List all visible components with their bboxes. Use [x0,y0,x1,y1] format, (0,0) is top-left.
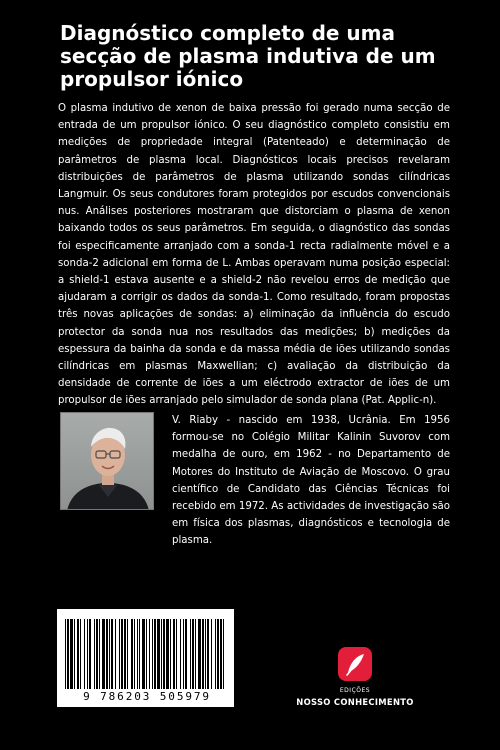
author-photo [60,412,154,510]
publisher-logo [338,647,372,681]
isbn-digits: 9 786203 505979 [83,690,211,703]
publisher-label-small: EDIÇÕES [339,687,371,694]
book-abstract: O plasma indutivo de xenon de baixa pressão foi gerado numa secção de entrada de um propulsor iónico. O seu diagnóstico completo consistiu em medições de propriedade integral (Patenteado) e determinação de parâmetros de plasma local. Diagnósticos locais precisos revelaram distribuições de parâmetros de plasma utilizando sondas cilíndricas Langmuir. Os seus condutores foram protegidos por escudos convencionais nus. Análises posteriores mostraram que distorciam o plasma de xenon baixando todos os seus parâmetros. Em seguida, o diagnóstico das sondas foi especificamente arranjado com a sonda-1 recta radialmente móvel e a sonda-2 adicional em forma de L. Ambas operavam numa posição especial: a shield-1 estava ausente e a shield-2 não revelou erros de medição que ajudaram a corrigir os dados da sonda-1. Como resultado, foram propostas três novas aplicações de sondas: a) eliminação da influência do escudo protector da sonda nua nos resultados das medições; b) medições da espessura da bainha da sonda e da massa média de iões utilizando sondas cilíndricas em plasmas Maxwellian; c) avaliação da distribuição da densidade de corrente de iões a um eléctrodo extractor de iões de um propulsor de iões arranjado pelo simulador de sonda plana (Pat. Applic-n). [58,103,450,407]
book-title: Diagnóstico completo de uma secção de plasma indutiva de um propulsor iónico [60,21,436,91]
quill-icon [338,647,372,681]
publisher-name: NOSSO CONHECIMENTO [296,697,414,707]
barcode-bars [65,619,226,689]
author-biography: V. Riaby - nascido em 1938, Ucrânia. Em 1956 formou-se no Colégio Militar Kalinin Suvorov com medalha de ouro, em 1962 - no Departamento de Motores do Instituto de Aviação de Moscovo. O grau científico de Candidato das Ciências Técnicas foi recebido em 1972. As actividades de investigação são em física dos plasmas, diagnósticos e tecnologia de plasma. [172,415,450,547]
publisher-block [294,647,416,707]
isbn-barcode [57,609,234,707]
author-portrait-image [61,413,154,510]
